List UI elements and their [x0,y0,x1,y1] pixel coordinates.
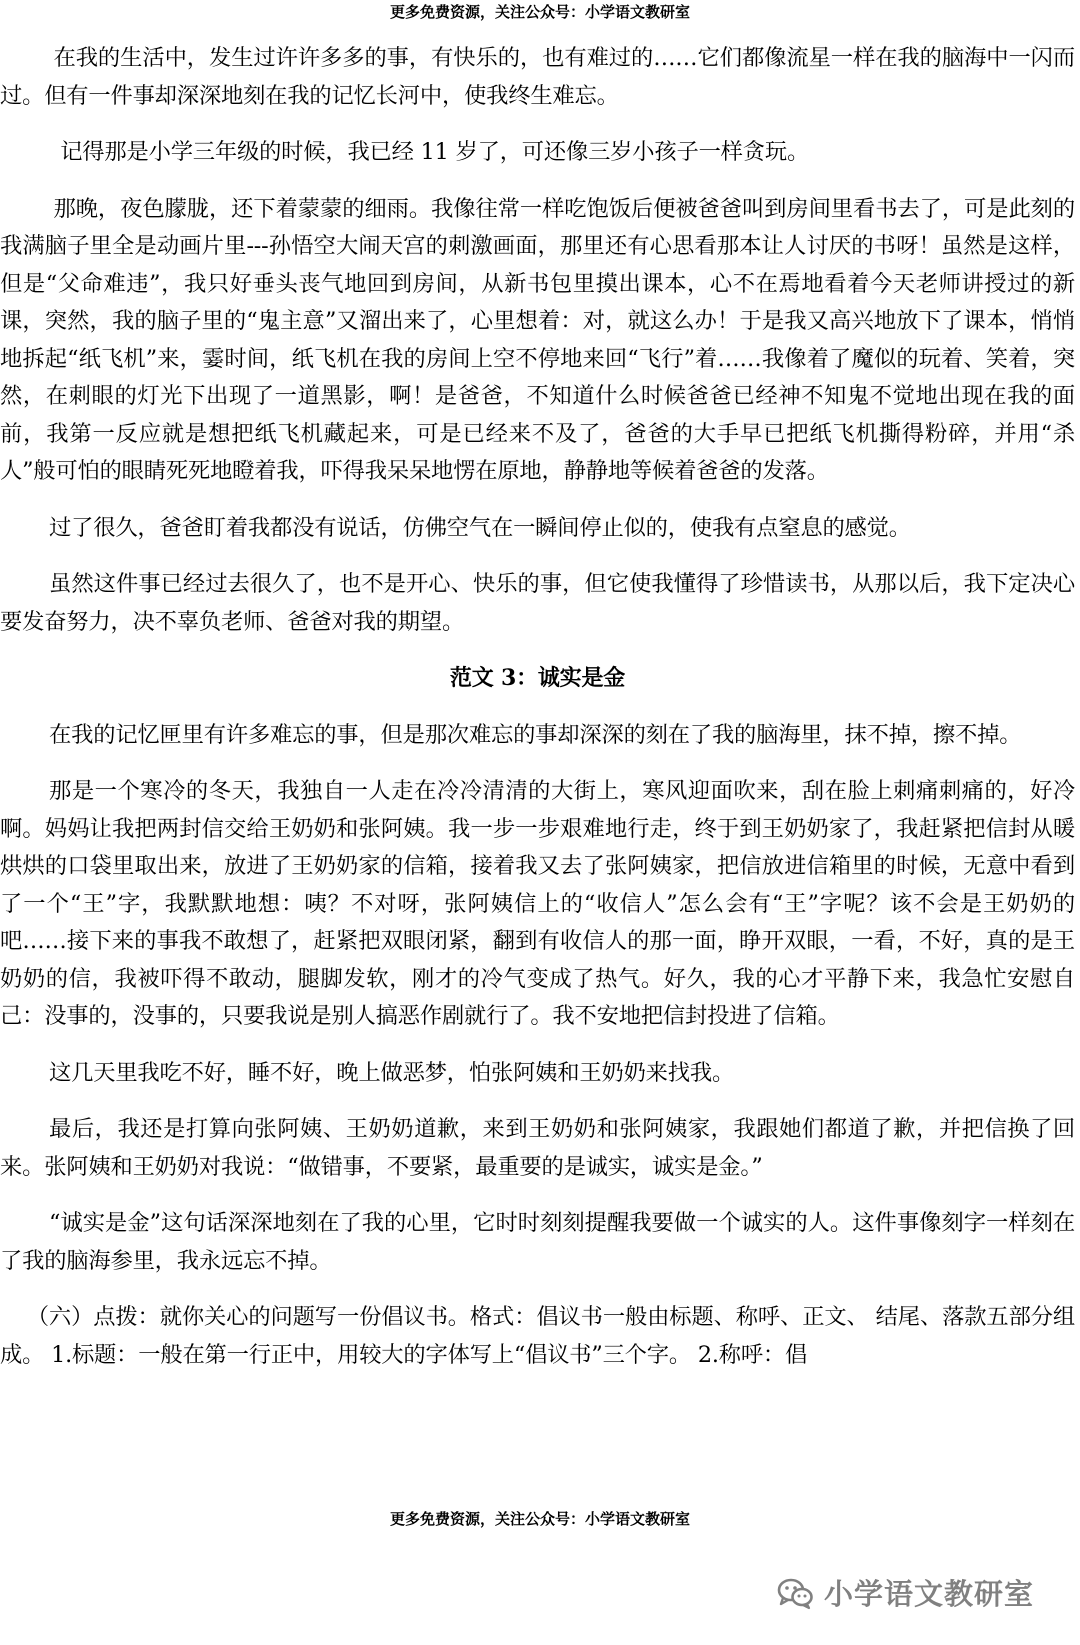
document-body [0,40,1075,1393]
essay2-paragraph-4: 过了很久，爸爸盯着我都没有说话，仿佛空气在一瞬间停止似的，使我有点窒息的感觉。 [49,514,911,541]
essay3-paragraph-2: 那是一个寒冷的冬天，我独自一人走在冷冷清清的大街上，寒风迎面吹来，刮在脸上刺痛刺痛的，好冷啊。妈妈让我把两封信交给王奶奶和张阿姨。我一步一步艰难地行走，终于到王奶奶家了，我赶紧把信封从暖烘烘的口袋里取出来，放进了王奶奶家的信箱，接着我又去了张阿姨家，把信放进信箱里的时候，无意中看到了一个“王”字，我默默地想：咦？不对呀，张阿姨信上的“收信人”怎么会有“王”字呢？该不会是王奶奶的吧……接下来的事我不敢想了，赶紧把双眼闭紧，翻到有收信人的那一面，睁开双眼，一看，不好，真的是王奶奶的信，我被吓得不敢动，腿脚发软，刚才的冷气变成了热气。好久，我的心才平静下来，我急忙安慰自己：没事的，没事的，只要我说是别人搞恶作剧就行了。我不安地把信封投进了信箱。 [0,778,1075,1029]
watermark [776,1572,1034,1613]
essay2-paragraph-2: 记得那是小学三年级的时候，我已经 11 岁了，可还像三岁小孩子一样贪玩。 [60,139,810,165]
essay3-paragraph-4: 最后，我还是打算向张阿姨、王奶奶道歉，来到王奶奶和张阿姨家，我跟她们都道了歉，并把信换了回来。张阿姨和王奶奶对我说：“做错事，不要紧，最重要的是诚实，诚实是金。” [0,1116,1075,1180]
essay2-paragraph-5: 虽然这件事已经过去很久了，也不是开心、快乐的事，但它使我懂得了珍惜读书，从那以后，我下定决心要发奋努力，决不辜负老师、爸爸对我的期望。 [0,571,1075,635]
essay3-paragraph-5: “诚实是金”这句话深深地刻在了我的心里，它时时刻刻提醒我要做一个诚实的人。这件事像刻字一样刻在了我的脑海参里，我永远忘不掉。 [0,1210,1075,1274]
footer-note: 更多免费资源，关注公众号：小学语文教研室 [389,1510,690,1528]
essay3-paragraph-1: 在我的记忆匣里有许多难忘的事，但是那次难忘的事却深深的刻在了我的脑海里，抹不掉，擦不掉。 [49,721,1022,748]
essay2-paragraph-3: 那晚，夜色朦胧，还下着蒙蒙的细雨。我像往常一样吃饱饭后便被爸爸叫到房间里看书去了，可是此刻的我满脑子里全是动画片里---孙悟空大闹天宫的刺激画面，那里还有心思看那本让人讨厌的书呀！虽然是这样，但是“父命难违”，我只好垂头丧气地回到房间，从新书包里摸出课本，心不在焉地看着今天老师讲授过的新课，突然，我的脑子里的“鬼主意”又溜出来了，心里想着：对，就这么办！于是我又高兴地放下了课本，悄悄地拆起“纸飞机”来，霎时间，纸飞机在我的房间上空不停地来回“飞行”着……我像着了魔似的玩着、笑着，突然，在刺眼的灯光下出现了一道黑影，啊！是爸爸，不知道什么时候爸爸已经神不知鬼不觉地出现在我的面前，我第一反应就是想把纸飞机藏起来，可是已经来不及了，爸爸的大手早已把纸飞机撕得粉碎，并用“杀人”般可怕的眼睛死死地瞪着我，吓得我呆呆地愣在原地，静静地等候着爸爸的发落。 [0,195,1075,484]
essay3-title: 范文 3：诚实是金 [449,665,626,691]
watermark-text: 小学语文教研室 [823,1577,1034,1611]
essay3-paragraph-3: 这几天里我吃不好，睡不好，晚上做恶梦，怕张阿姨和王奶奶来找我。 [49,1059,735,1086]
tip-paragraph: （六）点拨：就你关心的问题写一份倡议书。格式：倡议书一般由标题、称呼、正文、 结尾、落款五部分组成。 1.标题：一般在第一行正中，用较大的字体写上“倡议书”三个字。 2.称呼：倡 [0,1304,1075,1368]
essay2-paragraph-1: 在我的生活中，发生过许许多多的事，有快乐的，也有难过的……它们都像流星一样在我的脑海中一闪而过。但有一件事却深深地刻在我的记忆长河中，使我终生难忘。 [0,45,1075,109]
header-note: 更多免费资源，关注公众号：小学语文教研室 [389,3,690,21]
wechat-icon [776,1576,814,1610]
